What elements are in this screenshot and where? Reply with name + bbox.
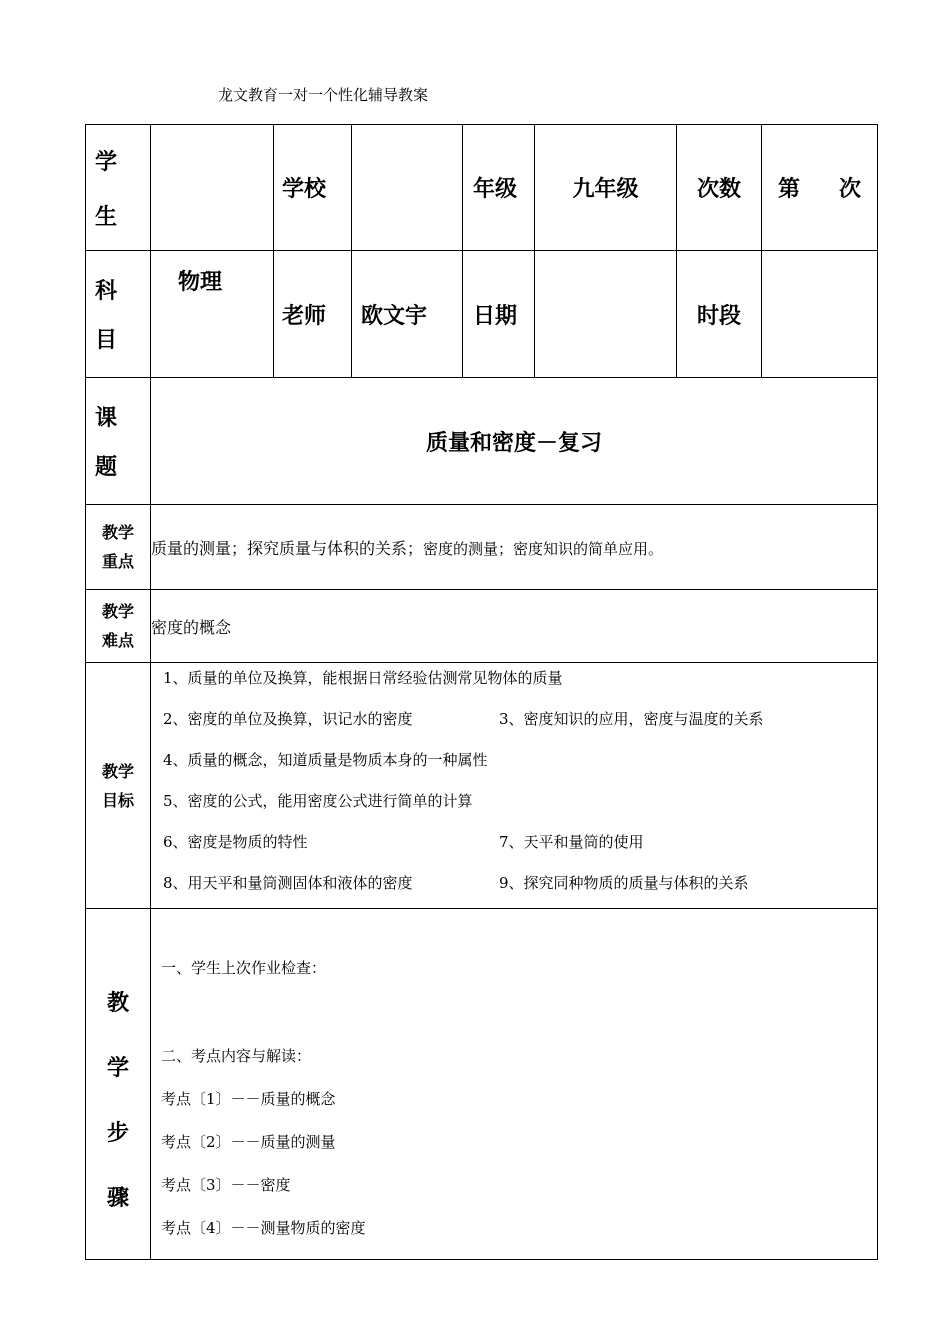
document-title: 龙文教育一对一个性化辅导教案 [218,86,429,104]
goal-line [151,862,877,903]
student-row [86,125,878,251]
goal-item: 5、密度的公式，能用密度公式进行简单的计算 [163,792,473,810]
key-points-text-small: 密度的测量；密度知识的简单应用。 [423,539,664,558]
student-label-cell [86,125,151,251]
key-points-label [86,505,151,590]
period-label: 时段 [677,251,762,378]
step-line: 一、学生上次作业检查： [161,959,327,977]
goals-label-line-1: 教学 [101,761,134,781]
step-line: 考点〔4〕－－测量物质的密度 [161,1219,366,1237]
school-label: 学校 [274,125,352,251]
goal-item: 8、用天平和量筒测固体和液体的密度 [163,874,413,892]
subject-label-char-1: 科 [95,279,118,304]
key-points-row [86,505,878,590]
steps-label-char-1: 教 [106,991,129,1016]
key-points-text-main: 质量的测量；探究质量与体积的关系； [151,538,424,558]
school-value-cell[interactable] [352,125,463,251]
goal-item: 4、质量的概念，知道质量是物质本身的一种属性 [163,751,488,769]
goal-item: 1、质量的单位及换算，能根据日常经验估测常见物体的质量 [163,669,563,687]
subject-label-cell [86,251,151,378]
lesson-plan-table [85,124,878,1260]
difficulty-content: 密度的概念 [151,590,878,663]
date-label: 日期 [463,251,535,378]
goal-line [151,698,877,739]
goal-line [151,657,877,698]
subject-label-char-2: 目 [95,328,118,353]
goal-line [151,739,877,780]
subject-row [86,251,878,378]
teacher-label: 老师 [274,251,352,378]
topic-row [86,378,878,505]
goal-item: 3、密度知识的应用，密度与温度的关系 [499,710,764,728]
key-points-label-line-2: 重点 [101,552,134,571]
goals-label-line-2: 目标 [101,790,134,810]
teacher-value[interactable]: 欧文宇 [352,251,463,378]
goals-row [86,663,878,909]
student-value-cell[interactable] [151,125,274,251]
step-line: 考点〔1〕－－质量的概念 [161,1090,336,1108]
steps-label-char-4: 骤 [106,1186,129,1211]
step-line: 考点〔2〕－－质量的测量 [161,1133,336,1151]
key-points-content [151,505,878,590]
steps-row [86,909,878,1260]
key-points-label-line-1: 教学 [101,523,134,542]
goals-label [86,663,151,909]
student-label-char-2: 生 [95,204,118,230]
grade-value[interactable]: 九年级 [535,125,677,251]
step-line: 二、考点内容与解读： [161,1047,312,1065]
goal-item: 2、密度的单位及换算，识记水的密度 [163,710,413,728]
topic-label-char-1: 课 [95,406,118,431]
difficulty-label-line-1: 教学 [101,602,134,621]
steps-label-cell [86,909,151,1260]
student-label-char-1: 学 [95,149,118,175]
steps-content [151,909,878,1260]
goals-content [151,663,878,909]
steps-label-char-2: 学 [106,1056,129,1081]
count-value-suffix: 次 [838,177,861,202]
period-value-cell[interactable] [762,251,878,378]
topic-label-cell [86,378,151,505]
subject-value: 物理 [178,270,223,295]
goal-item: 7、天平和量筒的使用 [499,833,644,851]
count-value-prefix: 第 [778,177,801,202]
difficulty-label-line-2: 难点 [101,631,134,650]
date-value-cell[interactable] [535,251,677,378]
goal-line [151,780,877,821]
goal-item: 6、密度是物质的特性 [163,833,308,851]
step-line: 考点〔3〕－－密度 [161,1176,291,1194]
difficulty-row [86,590,878,663]
count-value-cell[interactable] [762,125,878,251]
topic-value[interactable]: 质量和密度－复习 [151,378,878,505]
subject-value-cell[interactable] [151,251,274,378]
goal-item: 9、探究同种物质的质量与体积的关系 [499,874,749,892]
topic-label-char-2: 题 [95,455,118,480]
goal-line [151,821,877,862]
difficulty-label [86,590,151,663]
count-label: 次数 [677,125,762,251]
steps-label-char-3: 步 [106,1121,129,1146]
grade-label: 年级 [463,125,535,251]
